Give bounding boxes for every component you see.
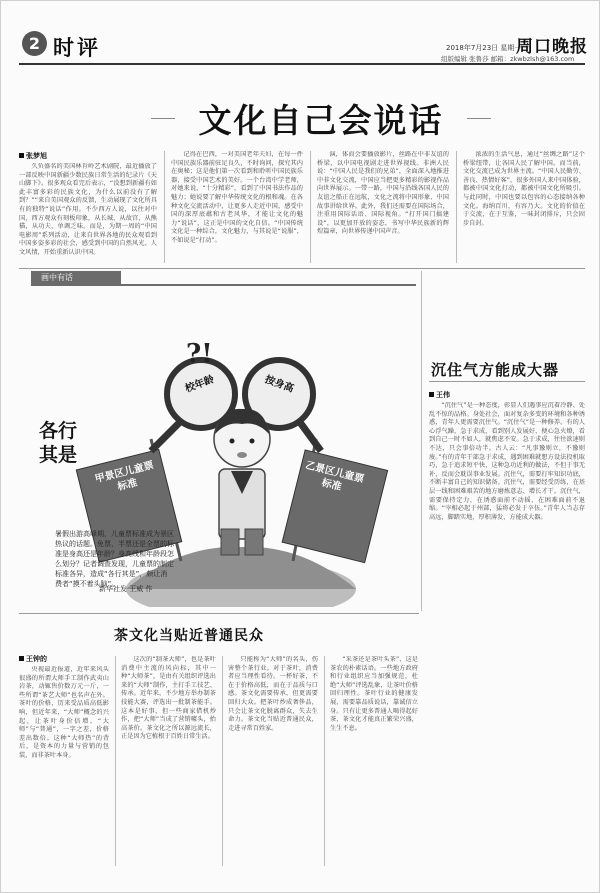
col-divider <box>421 271 422 611</box>
cartoon-caption: 暑假出游高峰期，儿童票标准成为景区热议的话题。免票、半票还是全票的标准是身高还是年龄？身高线和年龄段怎么划分？记者调查发现，儿童票的制定标准各异，造成“各行其是”，颇让消费者“摸不着头脑”。 <box>55 530 174 588</box>
header-rule <box>19 63 585 65</box>
cartoon-speech: ?! <box>186 339 213 369</box>
bottom-article-col1: 央视最近报道，近年来风头很盛的所谓大师手工制作武夷山岩茶，动辄售价数万元一斤，一些所谓“茶艺大师”也名声在外。茶叶的价格，历来受品质高低影响，但近年来，“大师”概念的兴起，让茶叶身价倍增。“大师”与“普通”，一字之差，价格差出数倍。这种“大师热”的背后，是资本的力量与营销的包装，而非茶叶本身。 <box>19 666 109 759</box>
section-title: 时评 <box>53 35 101 60</box>
lead-article-col4: 浓浓的生活气息，通过“丝绸之路”这个桥梁纽带，让各国人民了解中国。而当前，文化交流已成为世界主流。“中国人民勤劳、善良、热情好客”，很多外国人来中国体验，都被中国文化打动，都被中国文化所吸引。与此同时，中国也要以包容的心态接纳各种文化。海纳百川，有容乃大。文化的价值在于交流，在于互鉴，一味封闭排斥，只会固步自封。 <box>463 151 585 227</box>
editor-line: 组版编辑 张鲁莎 邮箱：zkwbzlsh@163.com <box>441 55 575 63</box>
col-divider <box>115 656 116 866</box>
lead-article-col3: 演，体而会要播放影片，丝路在中非友谊的桥梁，以中国电视剧走进世界视线。非洲人民说：“中国人民是我们的兄弟”，全面深入地推进中非文化交流，中国应当把更多精彩的影视作品向世界展示。一带一路，中国与沿线各国人民的友谊之船正在远航，文化之流将中国形象、中国故事讲给世界。此外，我们还需要在国际场合，注重用国际话语、国际视角。“打开国门搞建设”，以更加开放的姿态，书写中华民族新的辉煌篇章，向世界传递中国声音。 <box>317 151 449 236</box>
lead-article-col2: 记得在巴西，一对美国老年夫妇，在每一件中国民族乐器前驻足良久，不时询问，探究其内在奥秘；这是他们第一次看到和聆听中国民族乐器，接受中国艺术的美好。一个台湾中学老师，对她来说，“十分精彩”，看到了中国书法作品的魅力；她说要了解中华传统文化的根和魂。在各种文化交流活动中，让更多人走近中国，感受中国的深厚底蕴和古老风华，才能让文化的魅力“说话”，这正是中国的文化自信。“中国传统文化是一种综合，文化魅力，与其说是“说服”，不如说是“打动”。 <box>171 151 303 244</box>
col-divider <box>222 656 223 866</box>
right-board-label: 按身高 <box>263 374 296 395</box>
cartoon-tag-rule <box>31 284 416 286</box>
page-number-badge: 2 <box>22 31 47 56</box>
right-sign-label: 乙景区儿童票标准 <box>304 460 366 494</box>
lead-article-author: 张梦旭 <box>19 151 47 161</box>
boy-figure <box>214 409 270 555</box>
right-article-body: “沉住气”是一种态度，彰显人们遇事应沉着冷静、处乱不惊的品格。身处社会，面对复杂多变的环境和各种诱惑，青年人更需要沉住气。“沉住气”是一种修养。有的人心浮气躁，急于求成，看到别人发展好，便心急火燎，看到自己一时不如人，就焦虑不安。急于求成，往往欲速则不达，只会事倍功半。古人云：“凡事豫则立，不豫则废。”有的青年干部急于求成，遇到困难就想方设法投机取巧，急于追求短平快，这种急功近利的做法，不但于事无补，反而会耽误事业发展。沉住气，需要打牢知识功底，不断丰富自己的知识储备。沉住气，需要经受历练，在基层一线和困难艰苦的地方磨炼意志、增长才干。沉住气，需要保持定力，在诱惑面前不动摇、在困难面前不退缩。“宰相必起于州部，猛将必发于卒伍。”青年人当志存高远，脚踏实地，厚积薄发，方能成大器。 <box>429 402 585 521</box>
cartoon-tag: 画中有话 <box>31 271 121 285</box>
bottom-article-col3: 只能称为“大师”的名头，伤害整个茶行业。对于茶叶，消费者应当理性看待。一杯好茶，不在于价格高低，而在于品质与口感。茶文化需要传承，但更需要回归大众。把茶叶炒成奢侈品，只会让茶文化脱离群众，失去生命力。茶文化当贴近普通民众，走进寻常百姓家。 <box>228 656 318 732</box>
section-rule <box>19 613 419 614</box>
col-divider <box>164 151 165 263</box>
section-rule <box>19 268 585 269</box>
bottom-article-col4: “采茶还是茶叶头茶”，这是茶农的朴素话语。一些地方政府和行业组织应当加强规范，杜绝“大师”评选乱象，让茶叶价格回归理性。茶叶行业的健康发展，需要靠品质说话，靠诚信立身。只有让更多普通人喝得起好茶，茶文化才能真正繁荣兴盛，生生不息。 <box>330 656 418 732</box>
bottom-article-col2: 这次的“制茶大师”，也是茶叶消费中主流的风向标，其中一种“大师茶”，是由有关组织评选出来的“大师”制作，主打手工技艺、传承。近年来，不少地方举办制茶技能大赛，评选出一批制茶能手。这本是好事，但一些商家借机炒作，把“大师”当成了营销噱头，抬高茶价。茶文化之所以源远流长，正是因为它植根于百姓日常生活。 <box>121 656 216 741</box>
lead-article-col1: 久负盛名的美国林肯岭艺术剧院，最近播放了一部反映中国新疆少数民族日常生活的纪录片《天山脚下》。很多观众看完后表示，“没想到新疆有如此丰富多彩的民族文化，为什么以前没有了解到？”“来自美国观众的反馈，生动展现了文化所具有的独特“说话”作用。不少西方人说，以往对中国，西方观众有刻板印象，从长城，从故宫，从熊猫，从功夫，单调乏味。而是，为期一周的“中国电影周”系列活动，让来自世界各地的民众观看到中国多姿多彩的社会，感受到中国的自然风光、人文风情，开始重新认识中国。 <box>19 163 157 256</box>
col-divider <box>324 656 325 866</box>
bottom-article-title: 茶文化当贴近普通民众 <box>114 628 264 644</box>
left-board-label: 校年龄 <box>183 374 216 395</box>
right-article-title: 沉住气方能成大器 <box>431 361 560 379</box>
cartoon-credit: 新华社发 王威 作 <box>99 585 153 593</box>
col-divider <box>310 151 311 263</box>
right-title-rule <box>429 381 585 382</box>
newspaper-name: 周口晚报 <box>516 37 588 57</box>
right-article-author: 王伟 <box>429 390 450 400</box>
issue-date: 2018年7月23日 星期一 <box>446 44 522 52</box>
cartoon-side-title: 各行其是 <box>39 420 78 466</box>
lead-article-title: 文化自己会说话 <box>198 101 444 140</box>
bottom-article-author: 王钟的 <box>19 654 47 664</box>
col-divider <box>456 151 457 263</box>
left-sign-label: 甲景区儿童票标准 <box>93 460 155 494</box>
